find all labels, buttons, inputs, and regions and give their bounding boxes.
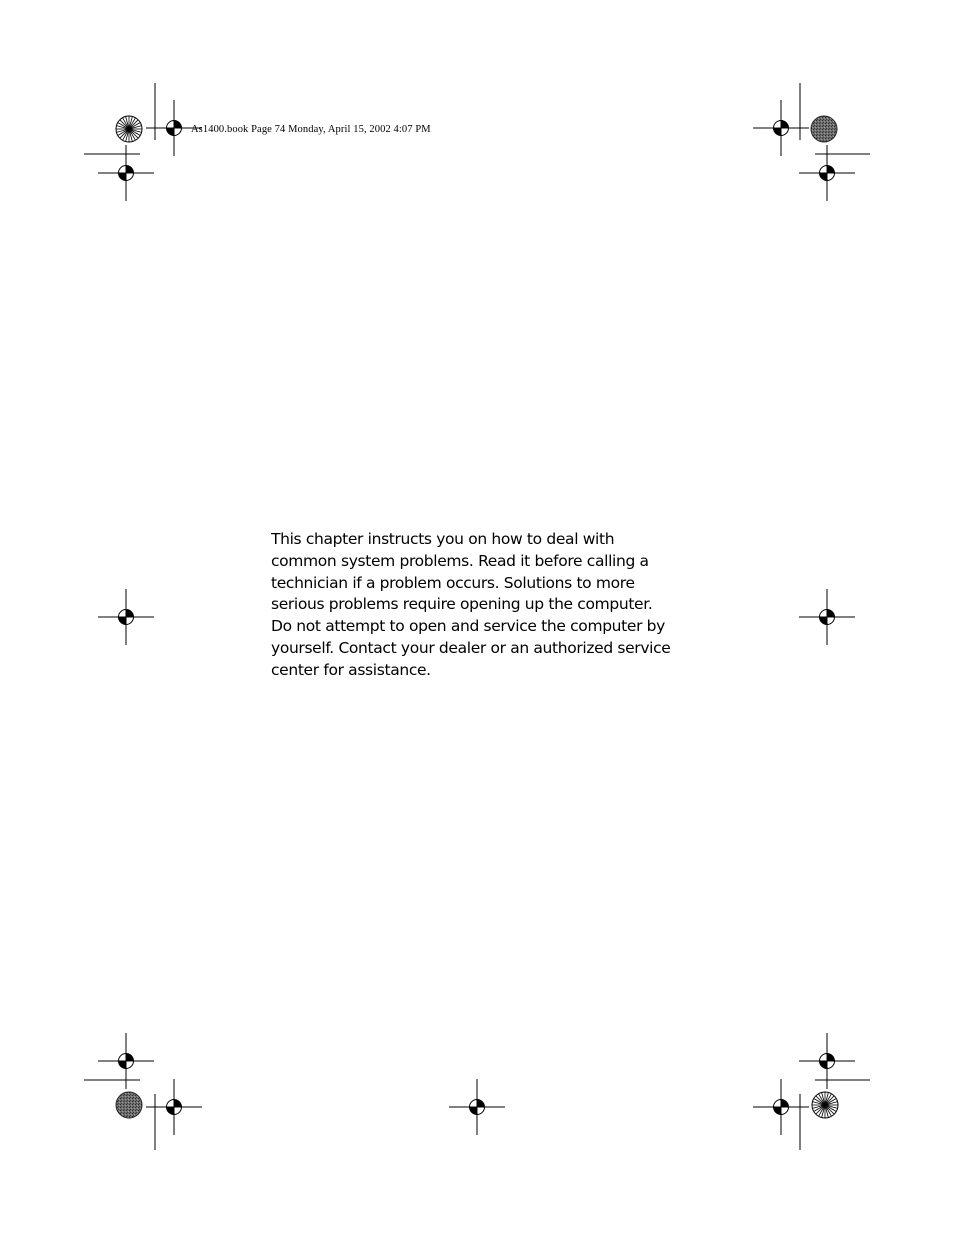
file-slug-line: As1400.book Page 74 Monday, April 15, 2002 4:07 PM xyxy=(191,124,431,135)
paragraph-line: center for assistance. xyxy=(271,660,431,679)
chapter-intro-paragraph xyxy=(271,529,671,682)
tone-target-top-right xyxy=(811,116,837,142)
paragraph-line: yourself. Contact your dealer or an authorized service xyxy=(271,638,671,657)
tone-target-bottom-left xyxy=(116,1092,142,1118)
paragraph-line: Do not attempt to open and service the computer by xyxy=(271,617,665,636)
paragraph-line: technician if a problem occurs. Solutions to more xyxy=(271,573,635,592)
paragraph-line: serious problems require opening up the computer. xyxy=(271,595,653,614)
paragraph-line: common system problems. Read it before calling a xyxy=(271,551,649,570)
star-target-top-left xyxy=(116,116,142,142)
paragraph-line: This chapter instructs you on how to deal with xyxy=(271,530,615,548)
star-target-bottom-right xyxy=(812,1092,838,1118)
